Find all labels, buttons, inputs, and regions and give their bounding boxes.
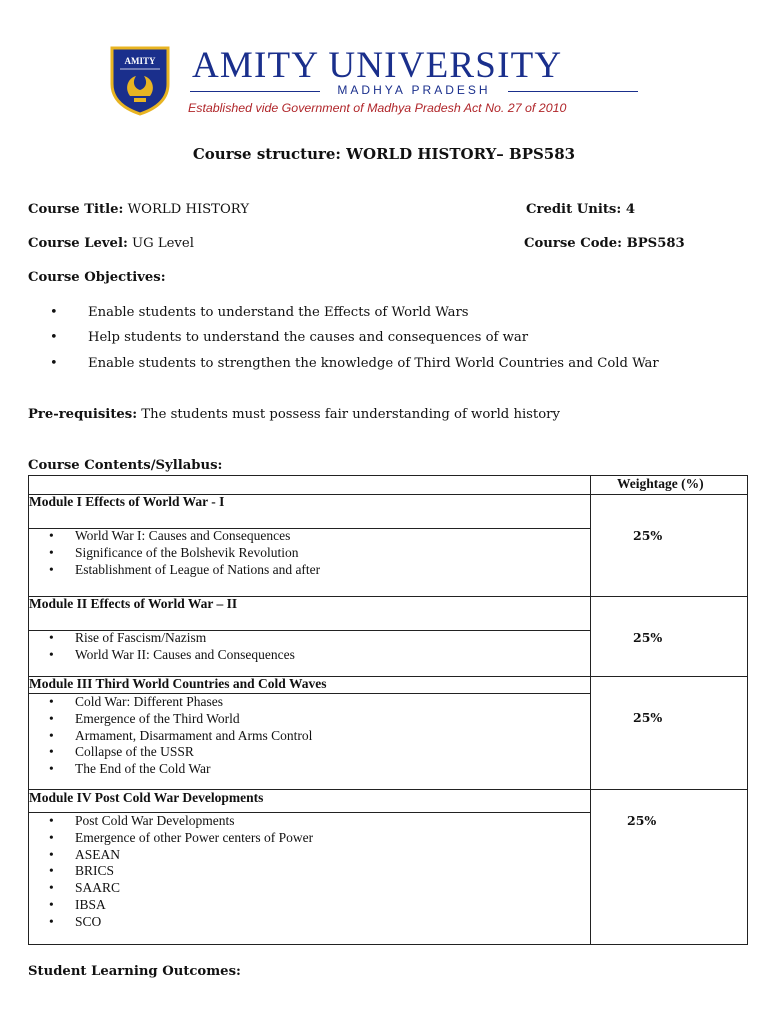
list-item: • Significance of the Bolshevik Revolution xyxy=(49,545,299,560)
list-item: • Collapse of the USSR xyxy=(49,744,194,759)
topic-text: Rise of Fascism/Nazism xyxy=(75,630,207,645)
topic-text: Significance of the Bolshevik Revolution xyxy=(75,545,299,560)
credit-units-value: 4 xyxy=(625,202,636,217)
topic-text: Collapse of the USSR xyxy=(75,744,194,759)
learning-outcomes-heading: Student Learning Outcomes: xyxy=(28,964,241,979)
objectives-heading: Course Objectives: xyxy=(28,270,166,285)
course-level-label: Course Level: xyxy=(28,236,128,251)
list-item: • Cold War: Different Phases xyxy=(49,694,224,709)
document-title: Course structure: WORLD HISTORY– BPS583 xyxy=(192,145,576,163)
course-code-row xyxy=(524,236,685,251)
module-weight: 25% xyxy=(633,528,663,543)
topic-text: Cold War: Different Phases xyxy=(75,694,224,709)
list-item: • IBSA xyxy=(49,897,106,912)
list-item: • World War II: Causes and Consequences xyxy=(49,647,295,662)
list-item: • SAARC xyxy=(49,880,121,895)
list-item: • Post Cold War Developments xyxy=(49,813,235,828)
university-subtitle xyxy=(190,83,638,101)
course-level-row xyxy=(28,236,194,251)
topic-text: Emergence of the Third World xyxy=(75,711,240,726)
module-title: Module III Third World Countries and Cold Waves xyxy=(29,676,327,691)
list-item: • Armament, Disarmament and Arms Control xyxy=(49,728,313,743)
course-title-label: Course Title: xyxy=(28,202,124,217)
topic-text: Establishment of League of Nations and after xyxy=(75,562,321,577)
bullet-icon: • xyxy=(50,305,58,320)
objective-item: Enable students to strengthen the knowledge of Third World Countries and Cold War xyxy=(88,356,659,371)
topic-text: SCO xyxy=(75,914,102,929)
topic-text: The End of the Cold War xyxy=(75,761,211,776)
list-item: • Establishment of League of Nations and after xyxy=(49,562,321,577)
bullet-icon: • xyxy=(50,330,58,345)
topic-text: Emergence of other Power centers of Power xyxy=(75,830,314,845)
university-name: AMITY UNIVERSITY xyxy=(192,45,563,86)
university-emblem-logo xyxy=(106,44,174,116)
credit-units-row xyxy=(526,202,635,217)
course-title-value: WORLD HISTORY xyxy=(127,202,250,217)
module-title: Module I Effects of World War - I xyxy=(29,494,225,509)
prerequisites-label: Pre-requisites: xyxy=(28,407,138,422)
list-item: • SCO xyxy=(49,914,102,929)
objective-item: Help students to understand the causes and consequences of war xyxy=(88,330,529,345)
list-item: • Emergence of the Third World xyxy=(49,711,240,726)
syllabus-table xyxy=(28,475,748,945)
list-item: • World War I: Causes and Consequences xyxy=(49,528,291,543)
prerequisites-text: The students must possess fair understanding of world history xyxy=(141,407,560,422)
weightage-header: Weightage (%) xyxy=(617,476,704,491)
emblem-text: AMITY xyxy=(124,56,156,66)
module-weight: 25% xyxy=(633,630,663,645)
course-title-row xyxy=(28,202,249,217)
list-item: • BRICS xyxy=(49,863,115,878)
bullet-icon: • xyxy=(50,356,58,371)
topic-text: IBSA xyxy=(75,897,106,912)
topic-text: World War I: Causes and Consequences xyxy=(75,528,291,543)
topic-text: Armament, Disarmament and Arms Control xyxy=(75,728,313,743)
course-code-value: BPS583 xyxy=(626,236,685,251)
topic-text: Post Cold War Developments xyxy=(75,813,235,828)
module-weight: 25% xyxy=(633,710,663,725)
establishment-note: Established vide Government of Madhya Pradesh Act No. 27 of 2010 xyxy=(188,101,567,115)
prerequisites-row xyxy=(28,407,560,422)
list-item: • ASEAN xyxy=(49,847,121,862)
module-title: Module IV Post Cold War Developments xyxy=(29,790,264,805)
list-item: • Emergence of other Power centers of Power xyxy=(49,830,314,845)
topic-text: World War II: Causes and Consequences xyxy=(75,647,295,662)
objective-item: Enable students to understand the Effects of World Wars xyxy=(88,305,469,320)
module-title: Module II Effects of World War – II xyxy=(29,596,238,611)
topic-text: ASEAN xyxy=(75,847,121,862)
course-level-value: UG Level xyxy=(132,236,194,251)
list-item: • Rise of Fascism/Nazism xyxy=(49,630,207,645)
topic-text: SAARC xyxy=(75,880,121,895)
credit-units-label: Credit Units: xyxy=(526,202,622,217)
course-code-label: Course Code: xyxy=(524,236,623,251)
module-weight: 25% xyxy=(627,813,657,828)
topic-text: BRICS xyxy=(75,863,115,878)
list-item: • The End of the Cold War xyxy=(49,761,211,776)
syllabus-heading: Course Contents/Syllabus: xyxy=(28,458,223,473)
university-subtitle-text: MADHYA PRADESH xyxy=(337,83,491,97)
